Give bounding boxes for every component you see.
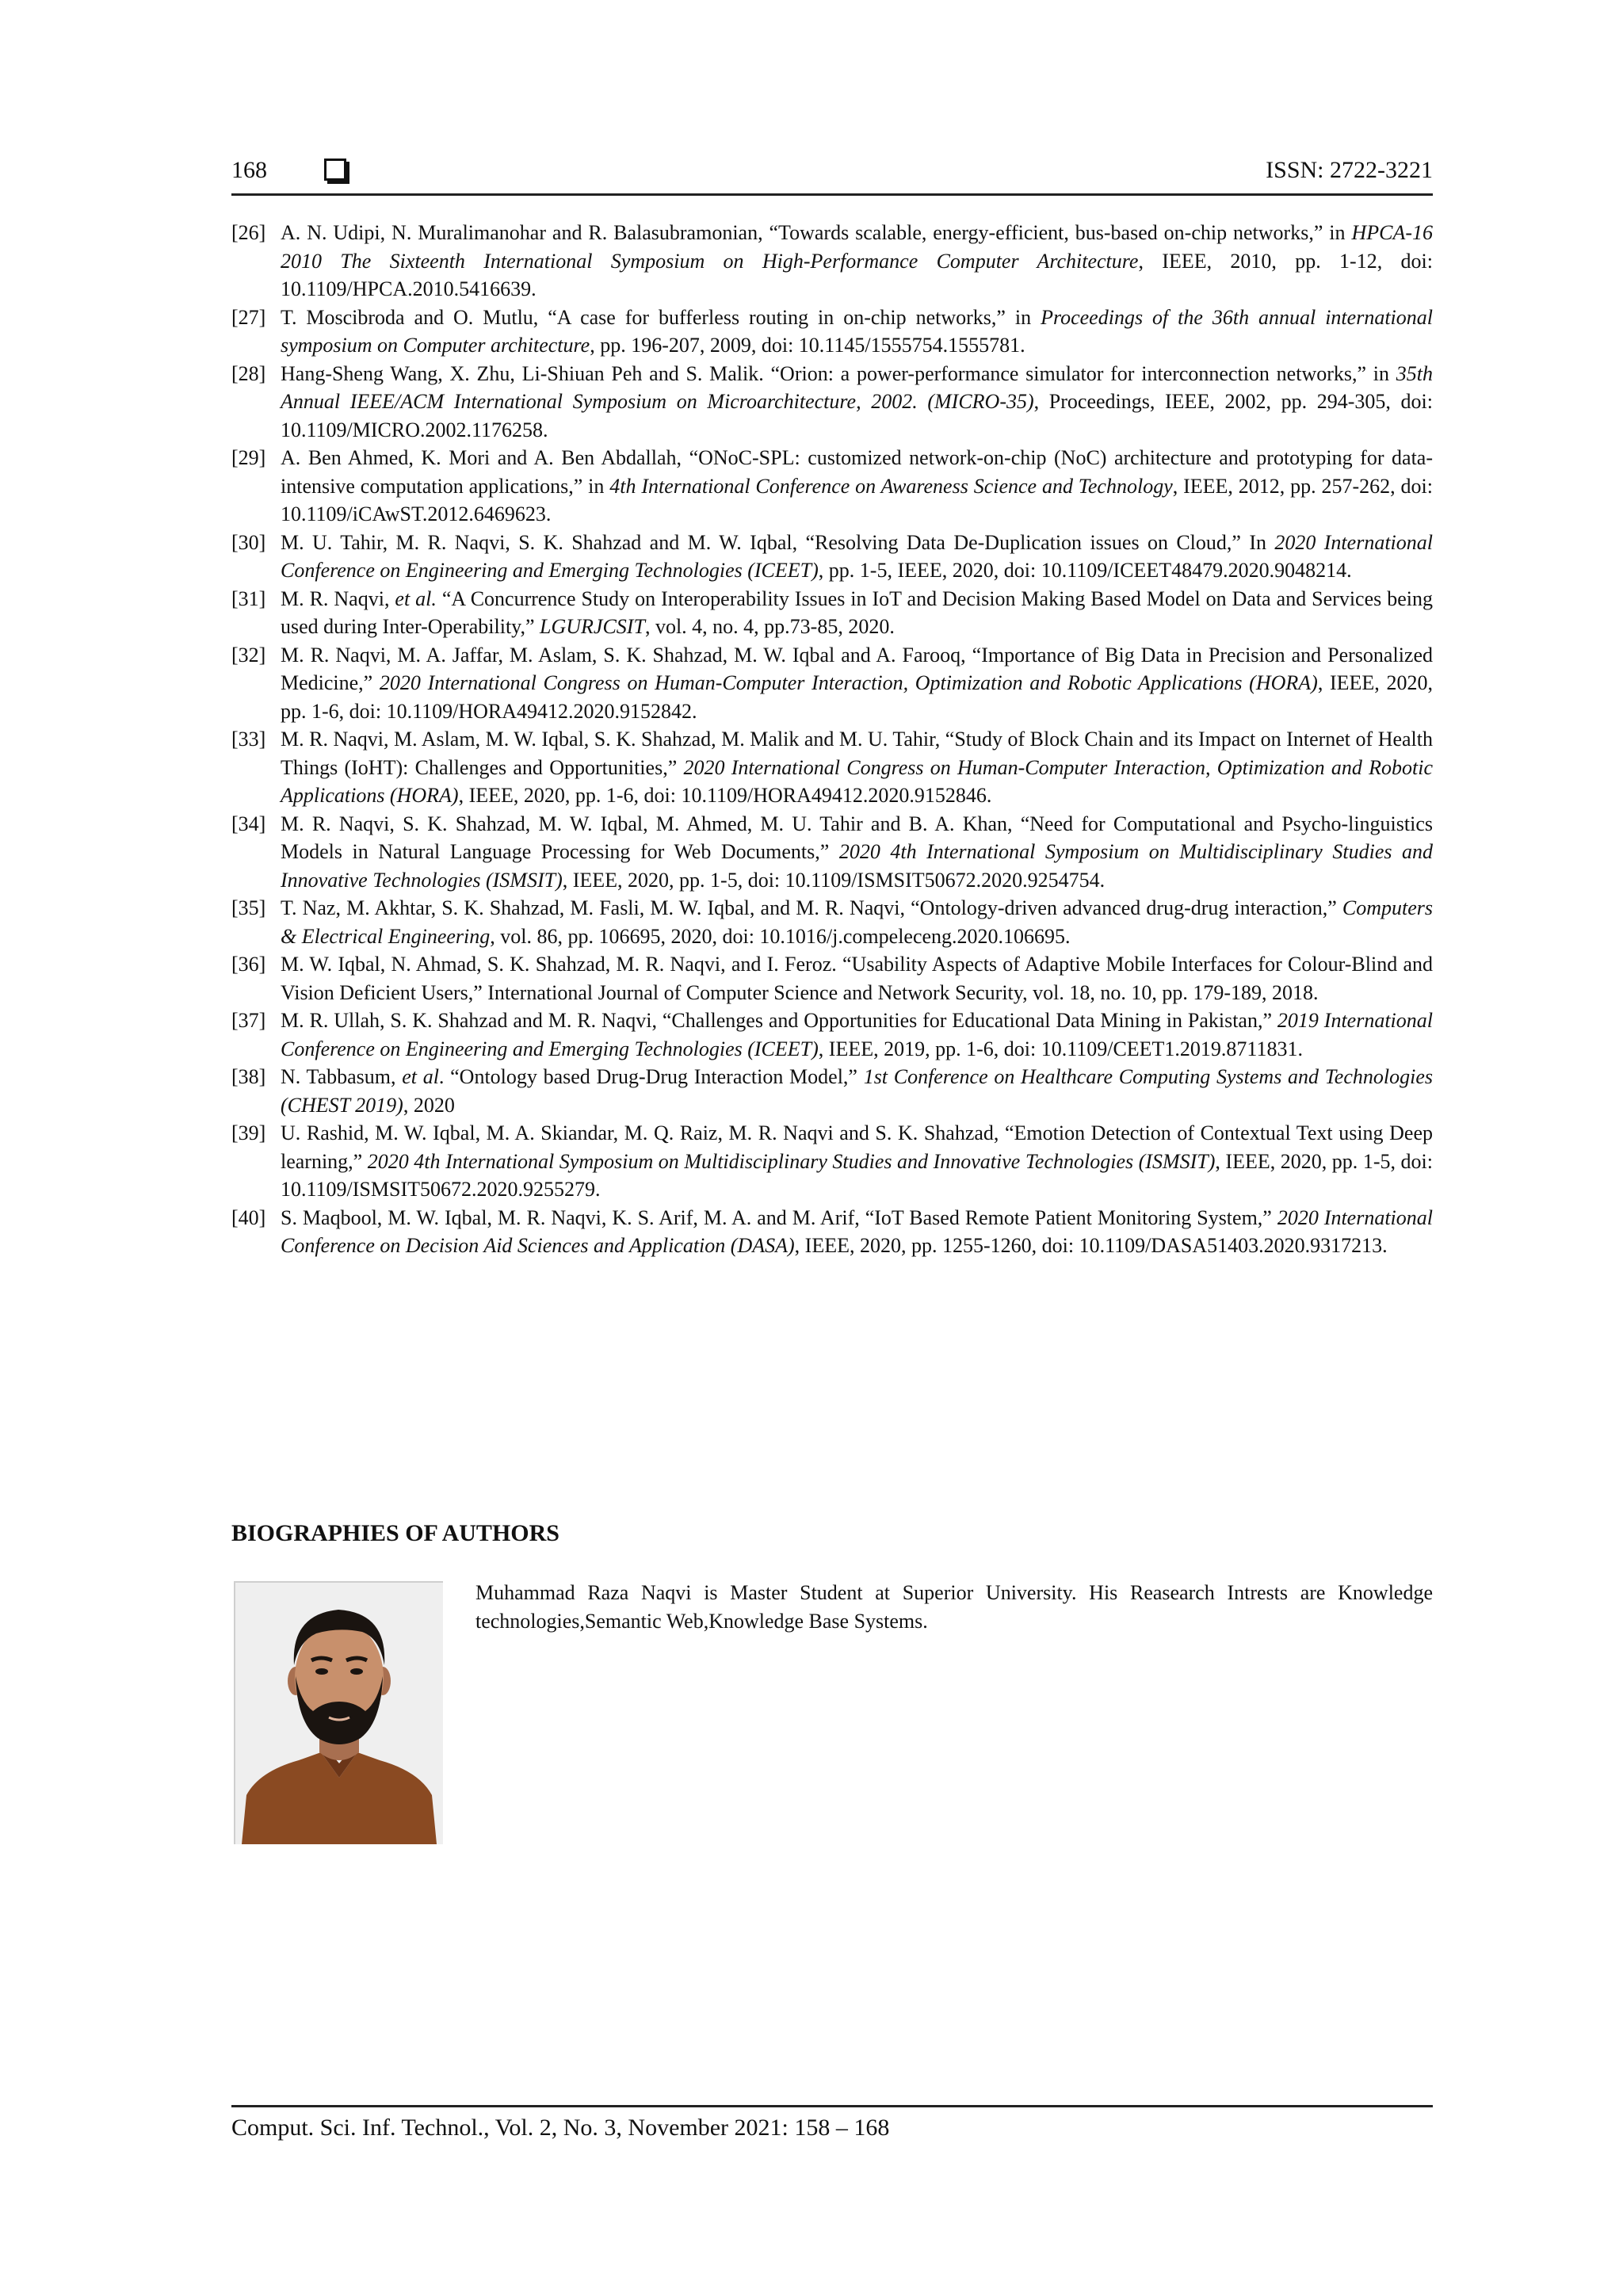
section-heading-biographies: BIOGRAPHIES OF AUTHORS [231,1520,559,1546]
reference-number: [31] [231,586,266,610]
reference-text: , pp. 196-207, 2009, doi: 10.1145/1555754.1555781. [590,334,1025,357]
reference-venue: 4th International Conference on Awareness Science and Technology [609,474,1173,498]
reference-item [231,1204,1433,1260]
reference-venue: et al [402,1065,439,1088]
reference-text: M. R. Naqvi, M. Aslam, M. W. Iqbal, S. K. Shahzad, M. Malik and M. U. Tahir, “Study of Block Chain and its Impact on Internet of Health Things (IoHT): Challenges and Opportunities,” [281,728,1433,779]
reference-text: M. R. Naqvi, M. A. Jaffar, M. Aslam, S. K. Shahzad, M. W. Iqbal and A. Farooq, “Importance of Big Data in Precision and Personalized Medicine,” [281,643,1433,694]
reference-item [231,1007,1433,1063]
reference-item [231,360,1433,445]
reference-venue: LGURJCSIT [540,615,645,638]
reference-number: [26] [231,221,266,244]
reference-venue: et al. [395,586,437,610]
reference-text: , pp. 1-5, IEEE, 2020, doi: 10.1109/ICEET48479.2020.9048214. [818,559,1352,582]
reference-text: , IEEE, 2020, pp. 1-6, doi: 10.1109/HORA49412.2020.9152842. [281,671,1433,723]
reference-item [231,1063,1433,1119]
reference-text: M. R. Naqvi, S. K. Shahzad, M. W. Iqbal, M. Ahmed, M. U. Tahir and B. A. Khan, “Need for Computational and Psycho-linguistics Models in Natural Language Processing for Web Documents,” [281,812,1433,863]
reference-item [231,725,1433,810]
reference-text: , IEEE, 2020, pp. 1-5, doi: 10.1109/ISMSIT50672.2020.9254754. [562,868,1106,892]
reference-item [231,1119,1433,1204]
reference-text: M. R. Ullah, S. K. Shahzad and M. R. Naqvi, “Challenges and Opportunities for Educational Data Mining in Pakistan,” [281,1009,1277,1032]
reference-text: T. Moscibroda and O. Mutlu, “A case for bufferless routing in on-chip networks,” in [281,305,1041,329]
reference-text: M. R. Naqvi, [281,586,395,610]
reference-number: [36] [231,953,266,976]
reference-venue: Computers & Electrical Engineering [281,896,1433,948]
reference-venue: Proceedings of the 36th annual international symposium on Computer architecture [281,305,1433,357]
reference-text: , vol. 4, no. 4, pp.73-85, 2020. [644,615,895,638]
reference-item [231,529,1433,585]
reference-venue: 2020 International Conference on Decision Aid Sciences and Application (DASA) [281,1205,1433,1257]
reference-venue: 35th Annual IEEE/ACM International Symposium on Microarchitecture, 2002. (MICRO-35) [281,361,1433,413]
reference-item [231,894,1433,950]
reference-text: N. Tabbasum, [281,1065,403,1088]
reference-item [231,219,1433,304]
reference-text: . “Ontology based Drug-Drug Interaction Model,” [438,1065,864,1088]
reference-number: [33] [231,728,266,751]
reference-text: M. U. Tahir, M. R. Naqvi, S. K. Shahzad and M. W. Iqbal, “Resolving Data De-Duplication issues on Cloud,” In [281,530,1275,554]
reference-text: U. Rashid, M. W. Iqbal, M. A. Skiandar, M. Q. Raiz, M. R. Naqvi and S. K. Shahzad, “Emotion Detection of Contextual Text using Deep learning,” [281,1121,1433,1173]
reference-text: A. N. Udipi, N. Muralimanohar and R. Balasubramonian, “Towards scalable, energy-efficient, bus-based on-chip networks,” in [281,221,1352,244]
reference-number: [34] [231,812,266,835]
footer-rule [231,2105,1433,2107]
reference-venue: HPCA-16 2010 The Sixteenth International Symposium on High-Performance Computer Architecture [281,221,1433,273]
author-photo [234,1581,443,1844]
reference-venue: 2019 International Conference on Engineering and Emerging Technologies (ICEET) [281,1009,1433,1060]
author-biography: Muhammad Raza Naqvi is Master Student at Superior University. His Reasearch Intrests are Knowledge technologies,Semantic Web,Knowledge Base Systems. [475,1581,1433,1633]
reference-item [231,641,1433,726]
reference-text: , IEEE, 2019, pp. 1-6, doi: 10.1109/CEET1.2019.8711831. [818,1037,1303,1060]
page-number: 168 [231,157,267,183]
reference-venue: 2020 4th International Symposium on Multidisciplinary Studies and Innovative Technologies (ISMSIT) [281,840,1433,892]
reference-number: [32] [231,643,266,667]
author-portrait-illustration [235,1583,443,1844]
reference-number: [27] [231,305,266,329]
reference-venue: 2020 4th International Symposium on Multidisciplinary Studies and Innovative Technologies (ISMSIT) [367,1149,1216,1173]
reference-text: S. Maqbool, M. W. Iqbal, M. R. Naqvi, K. S. Arif, M. A. and M. Arif, “IoT Based Remote Patient Monitoring System,” [281,1205,1277,1229]
reference-text: , Proceedings, IEEE, 2002, pp. 294-305, doi: 10.1109/MICRO.2002.1176258. [281,390,1433,441]
reference-venue: 1st Conference on Healthcare Computing Systems and Technologies (CHEST 2019) [281,1065,1433,1117]
reference-list [231,219,1433,1260]
reference-text: , 2020 [403,1093,455,1117]
issn-label: ISSN: 2722-3221 [1266,157,1433,183]
reference-number: [40] [231,1205,266,1229]
page-header [231,155,1433,196]
reference-item [231,950,1433,1007]
reference-text: , IEEE, 2020, pp. 1255-1260, doi: 10.1109/DASA51403.2020.9317213. [794,1234,1388,1257]
reference-text: , IEEE, 2012, pp. 257-262, doi: 10.1109/iCAwST.2012.6469623. [281,474,1433,525]
reference-item [231,810,1433,895]
reference-text: , vol. 86, pp. 106695, 2020, doi: 10.1016/j.compeleceng.2020.106695. [490,924,1071,948]
reference-venue: 2020 International Congress on Human-Computer Interaction, Optimization and Robotic Applications (HORA) [379,671,1318,694]
reference-number: [35] [231,896,266,919]
reference-number: [39] [231,1121,266,1144]
footer-citation: Comput. Sci. Inf. Technol., Vol. 2, No. 3, November 2021: 158 – 168 [231,2115,890,2141]
reference-text: , IEEE, 2020, pp. 1-5, doi: 10.1109/ISMSIT50672.2020.9255279. [281,1149,1433,1201]
reference-text: , IEEE, 2010, pp. 1-12, doi: 10.1109/HPCA.2010.5416639. [281,249,1433,300]
reference-number: [29] [231,446,266,469]
reference-venue: 2020 International Congress on Human-Computer Interaction, Optimization and Robotic Applications (HORA) [281,755,1433,807]
reference-text: M. W. Iqbal, N. Ahmad, S. K. Shahzad, M. R. Naqvi, and I. Feroz. “Usability Aspects of Adaptive Mobile Interfaces for Colour-Blind and Vision Deficient Users,” International Journal of Computer Science and Network Security, vol. 18, no. 10, pp. 179-189, 2018. [281,953,1433,1004]
reference-number: [38] [231,1065,266,1088]
reference-number: [37] [231,1009,266,1032]
reference-item [231,304,1433,360]
reference-text: Hang-Sheng Wang, X. Zhu, Li-Shiuan Peh and S. Malik. “Orion: a power-performance simulator for interconnection networks,” in [281,361,1396,385]
reference-number: [30] [231,530,266,554]
reference-text: A. Ben Ahmed, K. Mori and A. Ben Abdallah, “ONoC-SPL: customized network-on-chip (NoC) architecture and prototyping for data-intensive computation applications,” in [281,446,1433,498]
reference-item [231,444,1433,529]
reference-text: “A Concurrence Study on Interoperability Issues in IoT and Decision Making Based Model on Data and Services being used during Inter-Operability,” [281,586,1433,638]
reference-text: T. Naz, M. Akhtar, S. K. Shahzad, M. Fasli, M. W. Iqbal, and M. R. Naqvi, “Ontology-driven advanced drug-drug interaction,” [281,896,1342,919]
reference-number: [28] [231,361,266,385]
reference-item [231,585,1433,641]
reference-text: , IEEE, 2020, pp. 1-6, doi: 10.1109/HORA49412.2020.9152846. [458,784,992,807]
reference-venue: 2020 International Conference on Engineering and Emerging Technologies (ICEET) [281,530,1433,582]
square-shadow-icon [324,159,346,181]
